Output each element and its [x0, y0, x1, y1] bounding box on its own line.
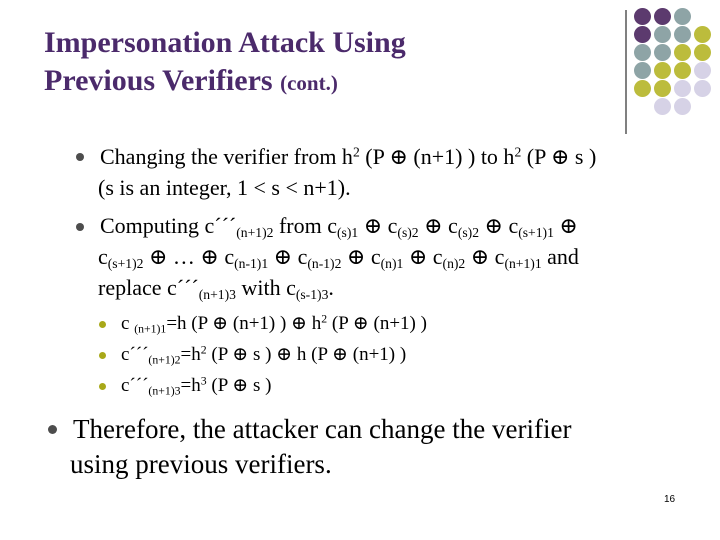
title-line-1: Impersonation Attack Using	[44, 26, 406, 59]
text: from c	[273, 213, 337, 238]
text: Computing c´´´	[100, 213, 237, 238]
subscript: (n-1)1	[234, 256, 269, 272]
sub-bullet-dot	[99, 383, 106, 390]
text: replace c´´´	[98, 275, 199, 300]
text: ⊕ c	[403, 244, 443, 269]
subscript: (n+1)2	[148, 353, 181, 367]
title-cont: (cont.)	[280, 71, 338, 95]
text: ⊕	[553, 213, 578, 238]
subscript: (n)1	[380, 256, 404, 272]
text: c´´´	[121, 375, 149, 396]
title-line-2-main: Previous Verifiers	[44, 64, 281, 97]
text: Changing the verifier from h	[100, 144, 353, 169]
conclusion-line-1: Therefore, the attacker can change the verifier	[73, 414, 572, 444]
text: =h (P ⊕ (n+1) ) ⊕ h	[166, 313, 322, 334]
text: ⊕ c	[341, 244, 381, 269]
subscript: (s)2	[397, 225, 419, 241]
text: ⊕ c	[268, 244, 308, 269]
text: (P ⊕ s )	[206, 375, 272, 396]
text: and	[541, 244, 579, 269]
text: (P ⊕ (n+1) )	[327, 313, 427, 334]
superscript: 2	[352, 144, 360, 160]
subscript: (s)1	[337, 225, 359, 241]
subscript: (n+1)3	[148, 384, 181, 398]
text: ⊕ c	[479, 213, 519, 238]
text: with c	[235, 275, 296, 300]
sub-bullet-3	[121, 375, 272, 397]
superscript: 2	[514, 144, 522, 160]
superscript: 2	[321, 312, 328, 326]
text: ⊕ c	[465, 244, 505, 269]
subscript: (s)2	[457, 225, 480, 241]
conclusion-line-2: using previous verifiers.	[70, 449, 332, 479]
subscript: (s+1)2	[107, 256, 144, 272]
subscript: (n)2	[442, 256, 466, 272]
bullet-2-line-3	[98, 275, 334, 301]
text: (P ⊕ s ) ⊕ h (P ⊕ (n+1) )	[206, 344, 407, 365]
text: ⊕ … ⊕ c	[143, 244, 235, 269]
bullet-1-line-1	[100, 144, 596, 170]
text: (P ⊕ s )	[521, 144, 597, 169]
text: =h	[180, 344, 201, 365]
bullet-dot	[76, 153, 84, 161]
text: c´´´	[121, 344, 149, 365]
subscript: (s-1)3	[295, 287, 329, 303]
text: ⊕ c	[418, 213, 458, 238]
bullet-2-line-1	[100, 213, 578, 239]
text: c	[98, 244, 108, 269]
sub-bullet-2	[121, 344, 406, 366]
text: c	[121, 313, 135, 334]
sub-bullet-dot	[99, 352, 106, 359]
subscript: (n+1)1	[504, 256, 542, 272]
bullet-dot	[48, 425, 57, 434]
sub-bullet-dot	[99, 321, 106, 328]
subscript: (n+1)3	[198, 287, 236, 303]
subscript: (n-1)2	[307, 256, 342, 272]
subscript: (s+1)1	[518, 225, 554, 241]
bullet-1-line-2: (s is an integer, 1 < s < n+1).	[98, 175, 351, 200]
superscript: 2	[200, 343, 207, 357]
page-number: 16	[664, 494, 676, 505]
subscript: (n+1)1	[134, 322, 167, 336]
text: =h	[180, 375, 201, 396]
superscript: 3	[200, 374, 207, 388]
text: ⊕ c	[358, 213, 398, 238]
text: .	[328, 275, 334, 300]
subscript: (n+1)2	[236, 225, 274, 241]
sub-bullet-1	[121, 313, 427, 335]
bullet-2-line-2	[98, 244, 579, 270]
text: (P ⊕ (n+1) ) to h	[359, 144, 515, 169]
bullet-dot	[76, 223, 84, 231]
